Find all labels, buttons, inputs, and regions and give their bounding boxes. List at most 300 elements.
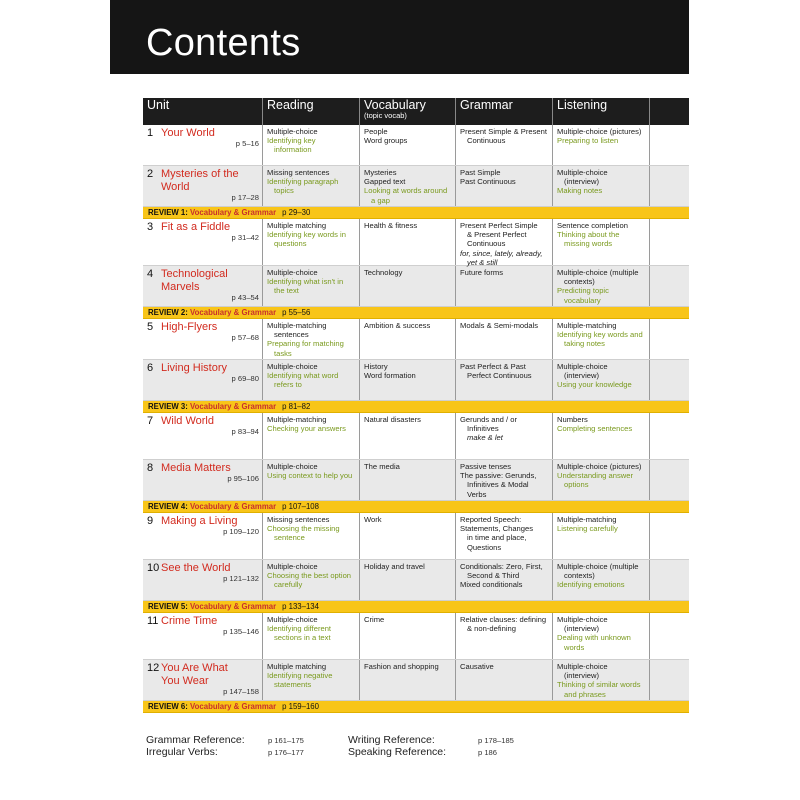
cell-line: Past Simple bbox=[460, 168, 501, 177]
vocabulary-cell bbox=[360, 266, 456, 306]
review-label: REVIEW 5: bbox=[148, 602, 188, 611]
cell-line: yet & still bbox=[467, 257, 498, 267]
cell-line: Making notes bbox=[557, 186, 603, 196]
column-header-blank bbox=[650, 98, 689, 125]
unit-title bbox=[147, 662, 258, 675]
table-body bbox=[143, 125, 689, 713]
vocabulary-cell bbox=[360, 513, 456, 559]
cell-line: words bbox=[564, 642, 585, 652]
listening-cell bbox=[553, 360, 650, 400]
unit-name[interactable]: Fit as a Fiddle bbox=[161, 221, 231, 233]
unit-name[interactable]: Your World bbox=[161, 127, 215, 139]
unit-name[interactable]: Making a Living bbox=[161, 515, 238, 527]
unit-title-line2 bbox=[147, 281, 258, 294]
table-row bbox=[143, 266, 689, 307]
speaking-reference-label: Speaking Reference: bbox=[348, 746, 447, 758]
cell-line: taking notes bbox=[564, 339, 605, 349]
unit-name[interactable]: Mysteries of the bbox=[161, 168, 239, 180]
cell-line: Understanding answer bbox=[557, 471, 633, 481]
cell-line: sentence bbox=[274, 533, 305, 543]
cell-line: Health & fitness bbox=[364, 221, 418, 230]
cell-line: for, since, lately, already, bbox=[460, 248, 543, 258]
cell-line: Fashion and shopping bbox=[364, 662, 439, 671]
reading-cell bbox=[263, 513, 360, 559]
column-header-unit: Unit bbox=[143, 98, 263, 125]
unit-page: p 95–106 bbox=[227, 474, 259, 483]
unit-name[interactable]: Living History bbox=[161, 362, 228, 374]
cell-line: Multiple-choice (multiple bbox=[557, 562, 639, 571]
cell-line: contexts) bbox=[564, 277, 595, 287]
reading-cell bbox=[263, 660, 360, 700]
table-row bbox=[143, 360, 689, 401]
unit-number: 3 bbox=[147, 221, 154, 233]
unit-number: 6 bbox=[147, 362, 154, 374]
cell-line: Missing sentences bbox=[267, 515, 330, 524]
unit-title bbox=[147, 321, 258, 334]
unit-number-spacer bbox=[147, 675, 161, 688]
cell-line: Multiple-choice bbox=[267, 615, 318, 624]
unit-cell[interactable] bbox=[143, 266, 263, 306]
cell-line: Missing sentences bbox=[267, 168, 330, 177]
review-page: p 107–108 bbox=[282, 502, 319, 511]
vocabulary-cell bbox=[360, 319, 456, 359]
cell-line: Multiple-choice bbox=[557, 662, 608, 671]
unit-title bbox=[147, 168, 258, 181]
cell-line: Statements, Changes bbox=[460, 524, 534, 534]
cell-line: Identifying what isn't in bbox=[267, 277, 344, 287]
listening-cell bbox=[553, 560, 650, 600]
listening-cell bbox=[553, 413, 650, 459]
cell-line: (interview) bbox=[564, 671, 600, 681]
cell-line: information bbox=[274, 145, 312, 155]
unit-name[interactable]: See the World bbox=[161, 562, 231, 574]
cell-line: Dealing with unknown bbox=[557, 633, 631, 643]
table-row bbox=[143, 125, 689, 166]
unit-cell[interactable] bbox=[143, 219, 263, 265]
reading-cell bbox=[263, 319, 360, 359]
reading-cell bbox=[263, 166, 360, 206]
column-header-vocabulary-sub: (topic vocab) bbox=[364, 111, 407, 120]
grammar-cell bbox=[456, 660, 553, 700]
listening-cell bbox=[553, 660, 650, 700]
listening-cell bbox=[553, 219, 650, 265]
column-header-vocabulary-label: Vocabulary bbox=[364, 98, 426, 112]
cell-line: (interview) bbox=[564, 177, 600, 187]
column-header-reading: Reading bbox=[263, 98, 360, 125]
unit-cell[interactable] bbox=[143, 413, 263, 459]
cell-line: History bbox=[364, 362, 388, 371]
unit-number: 2 bbox=[147, 168, 154, 180]
unit-page: p 83–94 bbox=[231, 427, 259, 436]
cell-line: topics bbox=[274, 186, 294, 196]
cell-line: Modals & Semi-modals bbox=[460, 321, 539, 330]
review-label: REVIEW 4: bbox=[148, 502, 188, 511]
cell-line: Multiple-choice bbox=[557, 615, 608, 624]
unit-number: 10 bbox=[147, 562, 160, 574]
cell-line: make & let bbox=[467, 433, 503, 443]
grammar-cell bbox=[456, 319, 553, 359]
unit-cell[interactable] bbox=[143, 560, 263, 600]
unit-name-line2: You Wear bbox=[161, 674, 209, 687]
cell-line: a gap bbox=[371, 195, 391, 205]
unit-title bbox=[147, 221, 258, 234]
listening-cell bbox=[553, 266, 650, 306]
cell-line: Crime bbox=[364, 615, 385, 624]
cell-line: Present Simple & Present bbox=[460, 127, 547, 136]
review-bar[interactable] bbox=[143, 701, 689, 713]
table-header bbox=[143, 98, 689, 125]
unit-title bbox=[147, 362, 258, 375]
listening-cell bbox=[553, 319, 650, 359]
unit-page: p 31–42 bbox=[231, 233, 259, 242]
unit-number: 9 bbox=[147, 515, 154, 527]
cell-line: Multiple-choice bbox=[267, 127, 318, 136]
unit-title bbox=[147, 415, 258, 428]
cell-line: Using context to help you bbox=[267, 471, 353, 481]
review-topic: Vocabulary & Grammar bbox=[190, 402, 277, 411]
cell-line: Past Perfect & Past bbox=[460, 362, 526, 371]
cell-line: (interview) bbox=[564, 371, 600, 381]
reading-cell bbox=[263, 219, 360, 265]
cell-line: Relative clauses: defining bbox=[460, 615, 547, 624]
unit-title bbox=[147, 615, 258, 628]
cell-line: & non-defining bbox=[467, 624, 516, 634]
cell-line: Natural disasters bbox=[364, 415, 421, 424]
cell-line: Preparing to listen bbox=[557, 136, 619, 146]
unit-page: p 135–146 bbox=[223, 627, 259, 636]
cell-line: Multiple-choice bbox=[557, 362, 608, 371]
unit-title-line2 bbox=[147, 181, 258, 194]
vocabulary-cell bbox=[360, 413, 456, 459]
review-label: REVIEW 6: bbox=[148, 702, 188, 711]
unit-title bbox=[147, 268, 258, 281]
cell-line: Checking your answers bbox=[267, 424, 346, 434]
cell-line: Gerunds and / or bbox=[460, 415, 517, 424]
reading-cell bbox=[263, 266, 360, 306]
unit-page: p 57–68 bbox=[231, 333, 259, 342]
unit-number: 7 bbox=[147, 415, 154, 427]
cell-line: Present Perfect Simple bbox=[460, 221, 538, 230]
cell-line: Identifying what word bbox=[267, 371, 339, 381]
review-page: p 159–160 bbox=[282, 702, 319, 711]
cell-line: Continuous bbox=[467, 136, 506, 146]
page-title: Contents bbox=[146, 22, 301, 64]
cell-line: Multiple-choice bbox=[267, 562, 318, 571]
review-bar[interactable] bbox=[143, 401, 689, 413]
reading-cell bbox=[263, 460, 360, 500]
unit-name[interactable]: High-Flyers bbox=[161, 321, 218, 333]
cell-line: The passive: Gerunds, bbox=[460, 471, 537, 481]
table-row bbox=[143, 460, 689, 501]
cell-line: Multiple-choice (pictures) bbox=[557, 127, 642, 136]
vocabulary-cell bbox=[360, 360, 456, 400]
cell-line: Multiple-choice bbox=[557, 168, 608, 177]
cell-line: Thinking about the bbox=[557, 230, 620, 240]
review-bar[interactable] bbox=[143, 501, 689, 513]
unit-page: p 5–16 bbox=[235, 139, 259, 148]
vocabulary-cell bbox=[360, 660, 456, 700]
cell-line: Ambition & success bbox=[364, 321, 431, 330]
cell-line: Multiple-matching bbox=[557, 515, 617, 524]
review-label: REVIEW 3: bbox=[148, 402, 188, 411]
unit-name[interactable]: Technological bbox=[161, 268, 228, 280]
reading-cell bbox=[263, 125, 360, 165]
unit-cell[interactable] bbox=[143, 166, 263, 206]
cell-line: sections in a text bbox=[274, 633, 331, 643]
blank-cell bbox=[650, 513, 689, 559]
cell-line: contexts) bbox=[564, 571, 595, 581]
vocabulary-cell bbox=[360, 219, 456, 265]
cell-line: Multiple-matching bbox=[557, 321, 617, 330]
cell-line: Identifying paragraph bbox=[267, 177, 339, 187]
review-page: p 133–134 bbox=[282, 602, 319, 611]
cell-line: Identifying key words and bbox=[557, 330, 643, 340]
blank-cell bbox=[650, 166, 689, 206]
review-label: REVIEW 1: bbox=[148, 208, 188, 217]
grammar-reference-label: Grammar Reference: bbox=[146, 734, 245, 746]
cell-line: Identifying negative bbox=[267, 671, 333, 681]
unit-title bbox=[147, 562, 258, 575]
unit-cell[interactable] bbox=[143, 460, 263, 500]
review-topic: Vocabulary & Grammar bbox=[190, 702, 277, 711]
unit-cell[interactable] bbox=[143, 360, 263, 400]
reading-cell bbox=[263, 360, 360, 400]
listening-cell bbox=[553, 125, 650, 165]
cell-line: tasks bbox=[274, 348, 292, 358]
writing-reference-label: Writing Reference: bbox=[348, 734, 435, 746]
unit-cell[interactable] bbox=[143, 513, 263, 559]
unit-name-line2: World bbox=[161, 180, 190, 193]
table-row bbox=[143, 613, 689, 660]
cell-line: Multiple matching bbox=[267, 662, 327, 671]
vocabulary-cell bbox=[360, 166, 456, 206]
cell-line: Completing sentences bbox=[557, 424, 633, 434]
table-row bbox=[143, 560, 689, 601]
blank-cell bbox=[650, 460, 689, 500]
unit-name[interactable]: You Are What bbox=[161, 662, 228, 674]
unit-title bbox=[147, 462, 258, 475]
unit-cell[interactable] bbox=[143, 613, 263, 659]
review-topic: Vocabulary & Grammar bbox=[190, 502, 277, 511]
blank-cell bbox=[650, 319, 689, 359]
cell-line: Preparing for matching bbox=[267, 339, 344, 349]
grammar-cell bbox=[456, 219, 553, 265]
cell-line: Future forms bbox=[460, 268, 504, 277]
cell-line: Causative bbox=[460, 662, 494, 671]
unit-page: p 69–80 bbox=[231, 374, 259, 383]
review-page: p 81–82 bbox=[282, 402, 311, 411]
cell-line: in time and place, bbox=[467, 533, 527, 543]
cell-line: Using your knowledge bbox=[557, 380, 632, 390]
cell-line: refers to bbox=[274, 380, 302, 390]
cell-line: Choosing the best option bbox=[267, 571, 352, 581]
cell-line: Multiple-choice bbox=[267, 462, 318, 471]
cell-line: questions bbox=[274, 239, 307, 249]
unit-cell[interactable] bbox=[143, 660, 263, 700]
cell-line: Continuous bbox=[467, 239, 506, 249]
unit-name-line2: Marvels bbox=[161, 280, 200, 293]
cell-line: Infinitives bbox=[467, 424, 499, 434]
vocabulary-cell bbox=[360, 460, 456, 500]
column-header-grammar: Grammar bbox=[456, 98, 553, 125]
cell-line: Multiple-choice bbox=[267, 362, 318, 371]
unit-number: 5 bbox=[147, 321, 154, 333]
unit-page: p 43–54 bbox=[231, 293, 259, 302]
reading-cell bbox=[263, 613, 360, 659]
unit-page: p 147–158 bbox=[223, 687, 259, 696]
table-row bbox=[143, 219, 689, 266]
cell-line: sentences bbox=[274, 330, 309, 340]
contents-table bbox=[143, 98, 689, 713]
unit-page: p 109–120 bbox=[223, 527, 259, 536]
cell-line: Listening carefully bbox=[557, 524, 618, 534]
cell-line: Multiple-choice bbox=[267, 268, 318, 277]
cell-line: Thinking of similar words bbox=[557, 680, 641, 690]
listening-cell bbox=[553, 513, 650, 559]
reading-cell bbox=[263, 560, 360, 600]
review-topic: Vocabulary & Grammar bbox=[190, 208, 277, 217]
listening-cell bbox=[553, 166, 650, 206]
vocabulary-cell bbox=[360, 560, 456, 600]
cell-line: Work bbox=[364, 515, 382, 524]
unit-page: p 121–132 bbox=[223, 574, 259, 583]
cell-line: & Present Perfect bbox=[467, 230, 527, 240]
unit-name[interactable]: Crime Time bbox=[161, 615, 218, 627]
cell-line: People bbox=[364, 127, 388, 136]
unit-title bbox=[147, 127, 258, 140]
unit-title bbox=[147, 515, 258, 528]
grammar-cell bbox=[456, 360, 553, 400]
blank-cell bbox=[650, 413, 689, 459]
table-row bbox=[143, 413, 689, 460]
irregular-verbs-reference[interactable] bbox=[146, 746, 304, 758]
unit-number: 1 bbox=[147, 127, 154, 139]
cell-line: Sentence completion bbox=[557, 221, 628, 230]
column-header-vocabulary bbox=[360, 98, 456, 125]
unit-cell[interactable] bbox=[143, 319, 263, 359]
cell-line: Identifying emotions bbox=[557, 580, 625, 590]
grammar-cell bbox=[456, 513, 553, 559]
irregular-verbs-label: Irregular Verbs: bbox=[146, 746, 218, 758]
vocabulary-cell bbox=[360, 125, 456, 165]
cell-line: Numbers bbox=[557, 415, 588, 424]
cell-line: missing words bbox=[564, 239, 613, 249]
review-bar[interactable] bbox=[143, 601, 689, 613]
unit-page: p 17–28 bbox=[231, 193, 259, 202]
cell-line: vocabulary bbox=[564, 295, 601, 305]
blank-cell bbox=[650, 266, 689, 306]
cell-line: Mysteries bbox=[364, 168, 397, 177]
unit-number: 8 bbox=[147, 462, 154, 474]
table-row bbox=[143, 319, 689, 360]
cell-line: Holiday and travel bbox=[364, 562, 425, 571]
writing-reference[interactable] bbox=[348, 734, 514, 746]
grammar-cell bbox=[456, 460, 553, 500]
review-page: p 55–56 bbox=[282, 308, 311, 317]
cell-line: the text bbox=[274, 286, 299, 296]
cell-line: Multiple-matching bbox=[267, 415, 327, 424]
listening-cell bbox=[553, 460, 650, 500]
unit-title-line2 bbox=[147, 675, 258, 688]
page-header bbox=[110, 0, 689, 74]
cell-line: Passive tenses bbox=[460, 462, 512, 471]
grammar-reference-page: p 161–175 bbox=[268, 736, 304, 745]
cell-line: Verbs bbox=[467, 489, 487, 499]
speaking-reference[interactable] bbox=[348, 746, 498, 758]
grammar-reference[interactable] bbox=[146, 734, 304, 746]
cell-line: Word formation bbox=[364, 371, 416, 381]
cell-line: Multiple-choice (pictures) bbox=[557, 462, 642, 471]
unit-name[interactable]: Media Matters bbox=[161, 462, 231, 474]
cell-line: Predicting topic bbox=[557, 286, 609, 296]
review-label: REVIEW 2: bbox=[148, 308, 188, 317]
cell-line: statements bbox=[274, 680, 312, 690]
speaking-reference-page: p 186 bbox=[478, 748, 498, 757]
blank-cell bbox=[650, 560, 689, 600]
cell-line: and phrases bbox=[564, 689, 606, 699]
cell-line: Conditionals: Zero, First, bbox=[460, 562, 543, 571]
cell-line: Past Continuous bbox=[460, 177, 516, 187]
cell-line: The media bbox=[364, 462, 400, 471]
blank-cell bbox=[650, 660, 689, 700]
writing-reference-page: p 178–185 bbox=[478, 736, 514, 745]
cell-line: Identifying different bbox=[267, 624, 332, 634]
cell-line: Multiple matching bbox=[267, 221, 327, 230]
unit-number: 11 bbox=[147, 615, 159, 627]
blank-cell bbox=[650, 219, 689, 265]
unit-name[interactable]: Wild World bbox=[161, 415, 214, 427]
reading-cell bbox=[263, 413, 360, 459]
review-page: p 29–30 bbox=[282, 208, 311, 217]
blank-cell bbox=[650, 125, 689, 165]
unit-number: 4 bbox=[147, 268, 154, 280]
review-bar[interactable] bbox=[143, 207, 689, 219]
unit-cell[interactable] bbox=[143, 125, 263, 165]
cell-line: Mixed conditionals bbox=[460, 580, 523, 590]
column-header-listening: Listening bbox=[553, 98, 650, 125]
cell-line: Multiple-matching bbox=[267, 321, 327, 330]
grammar-cell bbox=[456, 413, 553, 459]
cell-line: Word groups bbox=[364, 136, 408, 146]
vocabulary-cell bbox=[360, 613, 456, 659]
blank-cell bbox=[650, 613, 689, 659]
unit-number-spacer bbox=[147, 281, 161, 294]
listening-cell bbox=[553, 613, 650, 659]
cell-line: Multiple-choice (multiple bbox=[557, 268, 639, 277]
cell-line: Perfect Continuous bbox=[467, 371, 532, 381]
irregular-verbs-page: p 176–177 bbox=[268, 748, 304, 757]
review-topic: Vocabulary & Grammar bbox=[190, 308, 277, 317]
cell-line: Questions bbox=[467, 542, 502, 552]
cell-line: Identifying key words in bbox=[267, 230, 346, 240]
table-row bbox=[143, 660, 689, 701]
table-row bbox=[143, 166, 689, 207]
cell-line: Technology bbox=[364, 268, 403, 277]
cell-line: (interview) bbox=[564, 624, 600, 634]
grammar-cell bbox=[456, 125, 553, 165]
cell-line: Infinitives & Modal bbox=[467, 480, 529, 490]
cell-line: Reported Speech: bbox=[460, 515, 522, 524]
cell-line: carefully bbox=[274, 580, 303, 590]
blank-cell bbox=[650, 360, 689, 400]
cell-line: Looking at words around bbox=[364, 186, 448, 196]
grammar-cell bbox=[456, 560, 553, 600]
grammar-cell bbox=[456, 613, 553, 659]
table-row bbox=[143, 513, 689, 560]
review-bar[interactable] bbox=[143, 307, 689, 319]
cell-line: Gapped text bbox=[364, 177, 406, 187]
cell-line: Second & Third bbox=[467, 571, 520, 581]
